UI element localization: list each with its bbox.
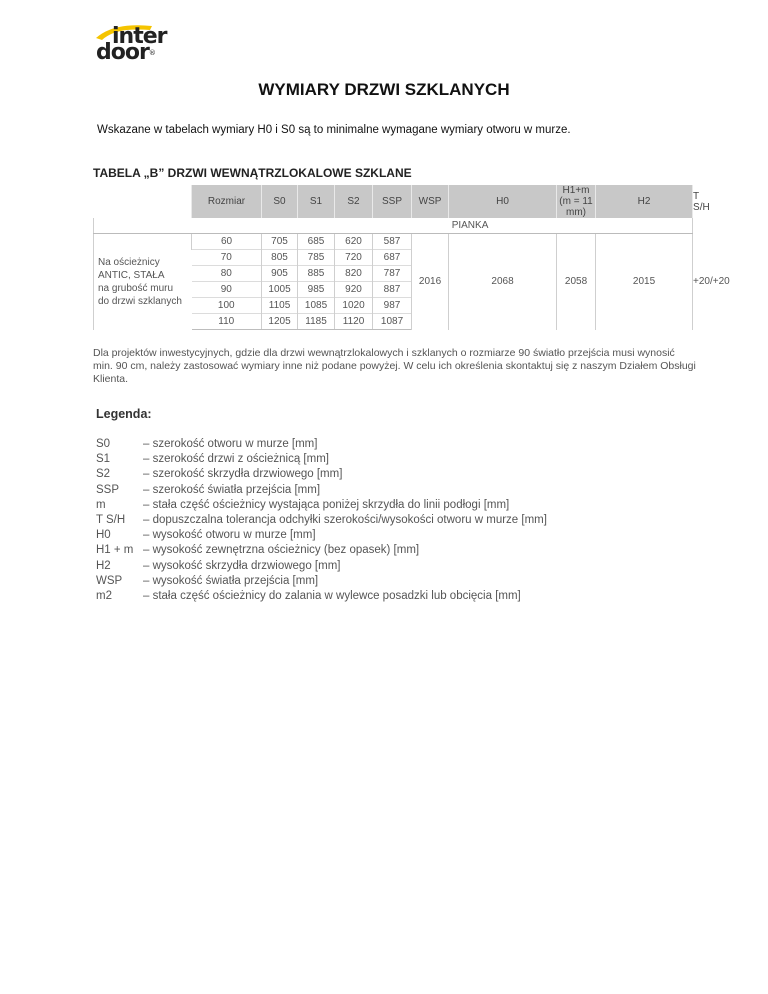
legend-key: H1 + m [96,544,134,557]
legend-key: H2 [96,559,111,572]
cell-s0: 905 [262,266,298,282]
cell-h1m: 2058 [557,234,596,330]
cell-s1: 1185 [298,314,335,330]
legend-description: – stała część ościeżnicy do zalania w wylewce posadzki lub obcięcia [mm] [143,590,521,603]
cell-size: 60 [192,234,262,250]
cell-ssp: 587 [373,234,412,250]
cell-ssp: 687 [373,250,412,266]
header-h0: H0 [449,185,557,218]
cell-s0: 1105 [262,298,298,314]
legend-item [96,452,547,467]
pianka-row [94,218,693,234]
header-h1m: H1+m (m = 11 mm) [557,185,596,218]
legend-item [96,528,547,543]
legend-key: m [96,498,106,511]
intro-text: Wskazane w tabelach wymiary H0 i S0 są to minimalne wymagane wymiary otworu w murze. [97,124,571,136]
cell-size: 100 [192,298,262,314]
header-s0: S0 [262,185,298,218]
cell-s1: 785 [298,250,335,266]
header-s1: S1 [298,185,335,218]
table-heading: TABELA „B” DRZWI WEWNĄTRZLOKALOWE SZKLANE [93,166,412,180]
legend-description: – stała część ościeżnicy wystająca poniżej skrzydła do linii podłogi [mm] [143,498,510,511]
cell-s2: 920 [335,282,373,298]
legend-key: H0 [96,529,111,542]
cell-s1: 685 [298,234,335,250]
legend-description: – szerokość drzwi z ościeżnicą [mm] [143,453,329,466]
cell-s2: 1020 [335,298,373,314]
cell-s1: 885 [298,266,335,282]
cell-s2: 620 [335,234,373,250]
legend-description: – szerokość skrzydła drzwiowego [mm] [143,468,343,481]
legend-item [96,543,547,558]
cell-size: 90 [192,282,262,298]
pianka-label: PIANKA [94,218,693,234]
legend-item [96,513,547,528]
cell-size: 110 [192,314,262,330]
legend-key: m2 [96,590,112,603]
legend-item [96,467,547,482]
legend-key: S2 [96,468,111,481]
header-s2: S2 [335,185,373,218]
dimensions-table [93,185,730,330]
logo-line-2: door® [96,40,155,65]
legend-key: SSP [96,483,120,496]
cell-s0: 1005 [262,282,298,298]
legend-key: WSP [96,574,123,587]
cell-size: 70 [192,250,262,266]
cell-s1: 1085 [298,298,335,314]
legend-description: – wysokość otworu w murze [mm] [143,529,316,542]
legend-key: T S/H [96,514,126,527]
cell-ssp: 1087 [373,314,412,330]
cell-s2: 820 [335,266,373,282]
cell-s0: 705 [262,234,298,250]
legend-key: S0 [96,438,111,450]
legend-item [96,498,547,513]
cell-ssp: 787 [373,266,412,282]
legend-description: – szerokość światła przejścia [mm] [143,483,321,496]
legend-item [96,589,547,604]
legend-item [96,559,547,574]
cell-s0: 805 [262,250,298,266]
legend-description: – wysokość zewnętrzna ościeżnicy (bez opasek) [mm] [143,544,420,557]
legend-title: Legenda: [96,407,152,421]
interdoor-logo [94,22,194,66]
cell-size: 80 [192,266,262,282]
cell-s0: 1205 [262,314,298,330]
table-header-row: Rozmiar S0 S1 S2 SSP WSP H0 H1+m (m = 11 mm) H2 T S/H [94,185,693,218]
legend-description: – szerokość otworu w murze [mm] [143,438,318,450]
logo-line-1: inter [112,24,167,49]
cell-h2: 2015 [596,234,693,330]
header-ssp: SSP [373,185,412,218]
cell-s2: 720 [335,250,373,266]
investment-note: Dla projektów inwestycyjnych, gdzie dla drzwi wewnątrzlokalowych i szklanych o rozmiarze 90 światło przejścia musi wynosić min. 90 cm, należy zastosować wymiary inne niż podane powyżej. W celu ich określenia skontaktuj się z naszym Działem Obsługi Klienta. [93,347,696,385]
page-title: WYMIARY DRZWI SZKLANYCH [258,80,510,99]
legend-item [96,437,547,452]
legend-item [96,574,547,589]
row-caption: Na ościeżnicy ANTIC, STAŁA na grubość muru do drzwi szklanych [94,234,192,330]
cell-s2: 1120 [335,314,373,330]
legend-list [96,437,547,604]
cell-ssp: 987 [373,298,412,314]
legend-item [96,483,547,498]
header-wsp: WSP [412,185,449,218]
table-row: Na ościeżnicy ANTIC, STAŁA na grubość muru do drzwi szklanych 60 705 685 620 587 2016 2068 2058 2015 +20/+20 [94,234,693,250]
header-rozmiar: Rozmiar [192,185,262,218]
cell-wsp: 2016 [412,234,449,330]
legend-key: S1 [96,453,111,466]
cell-h0: 2068 [449,234,557,330]
legend-description: – wysokość światła przejścia [mm] [143,574,319,587]
cell-ssp: 887 [373,282,412,298]
header-h2: H2 [596,185,693,218]
legend-description: – wysokość skrzydła drzwiowego [mm] [143,559,341,572]
cell-s1: 985 [298,282,335,298]
legend-description: – dopuszczalna tolerancja odchyłki szerokości/wysokości otworu w murze [mm] [143,514,547,527]
